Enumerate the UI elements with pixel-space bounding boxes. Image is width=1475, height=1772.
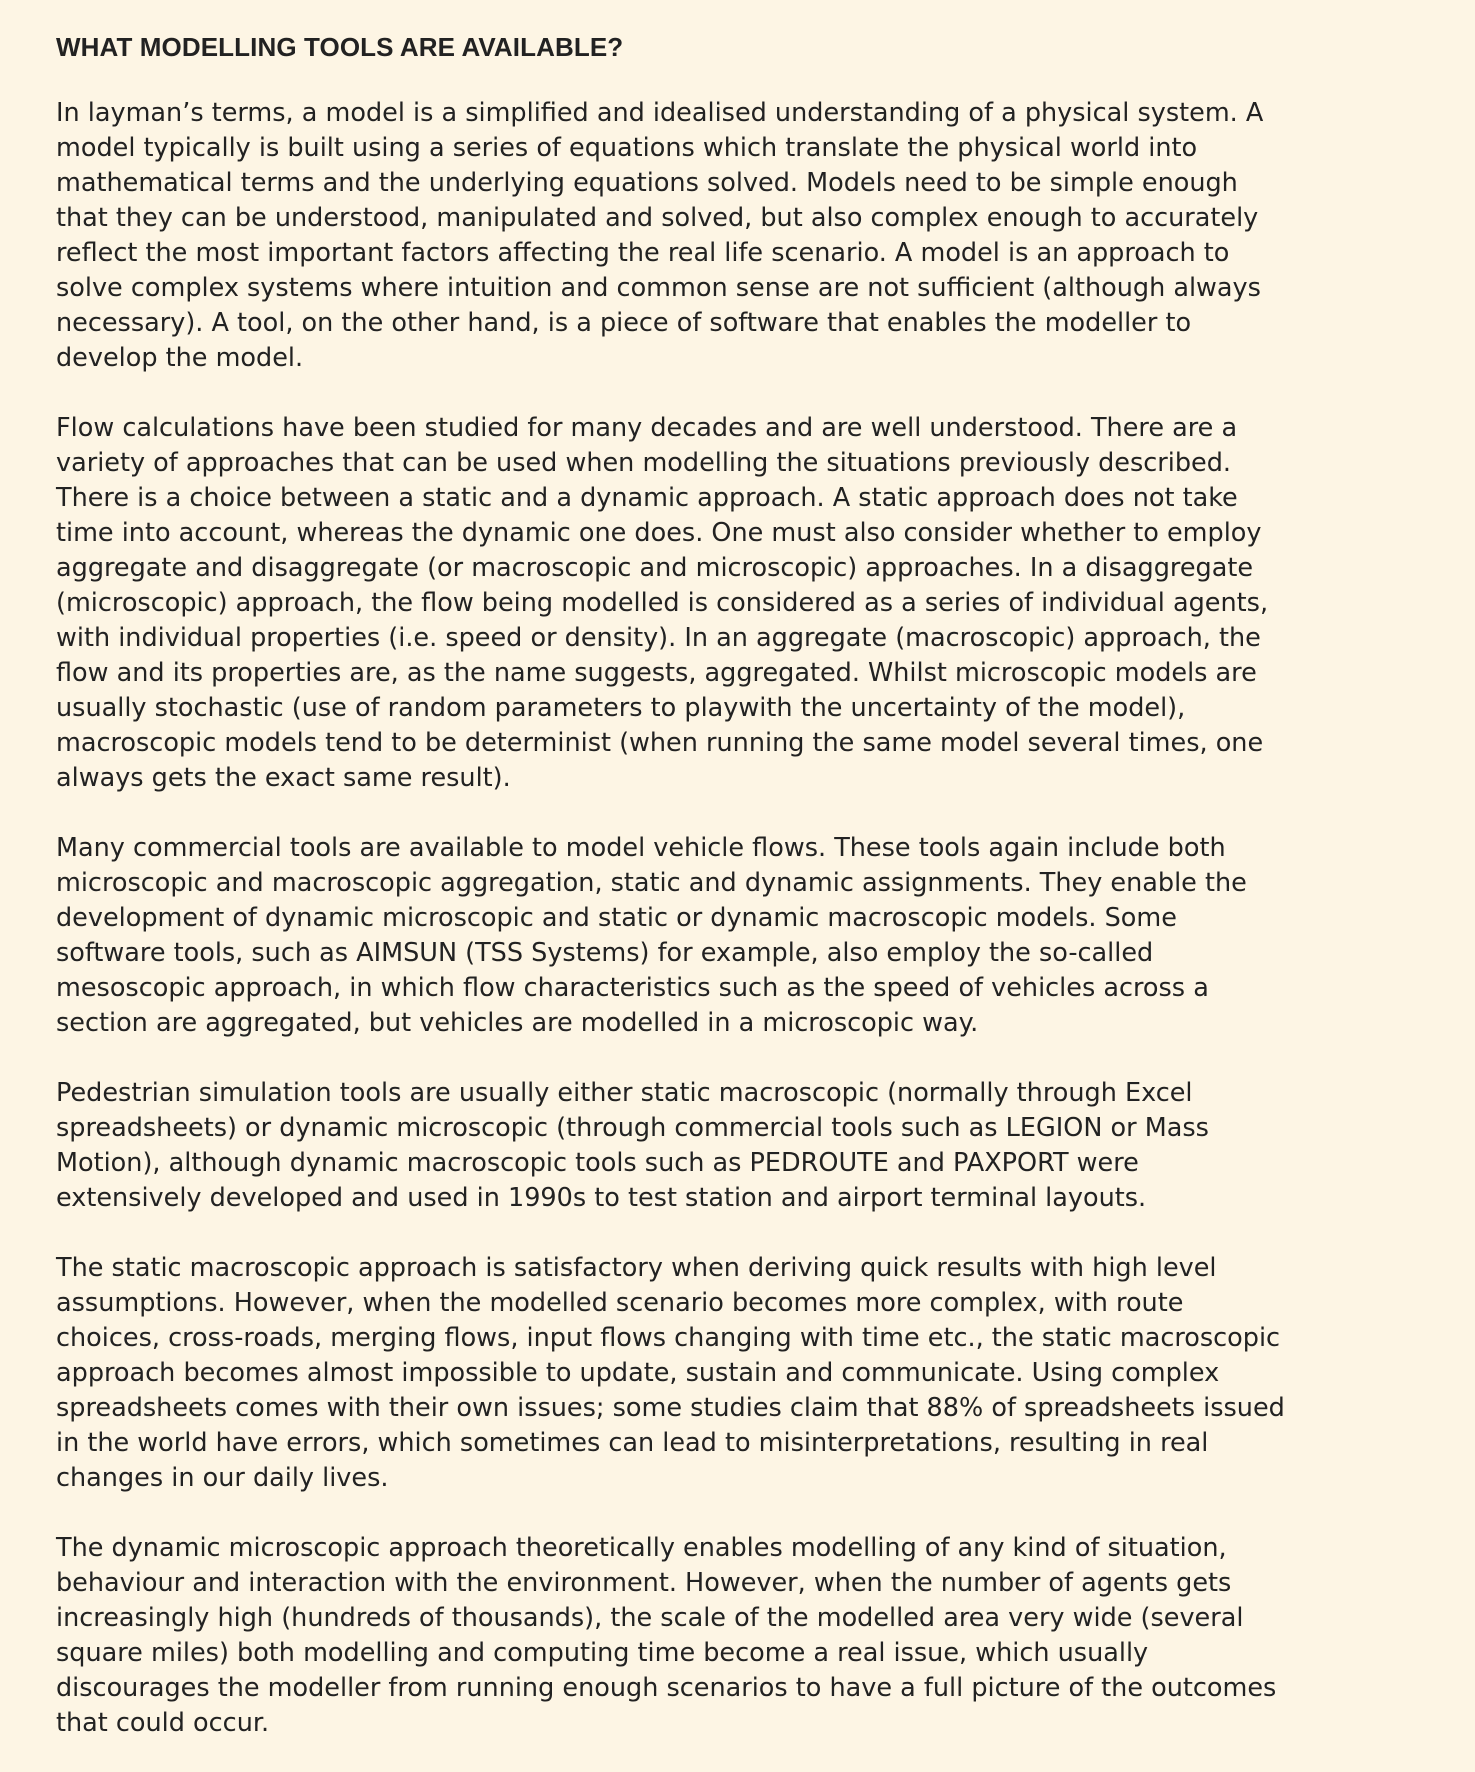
- text-line: spreadsheets comes with their own issues; some studies claim that 88% of spreadsheets issued: [56, 1393, 1285, 1423]
- text-line: flow and its properties are, as the name suggests, aggregated. Whilst microscopic models are: [56, 658, 1257, 688]
- text-line: (microscopic) approach, the flow being modelled is considered as a series of individual agents,: [56, 588, 1269, 618]
- text-line: Pedestrian simulation tools are usually either static macroscopic (normally through Excel: [56, 1078, 1193, 1108]
- text-line: usually stochastic (use of random parameters to playwith the uncertainty of the model),: [56, 693, 1186, 723]
- text-line: Many commercial tools are available to model vehicle flows. These tools again include both: [56, 833, 1226, 863]
- paragraph-2: [56, 411, 1435, 796]
- text-line: assumptions. However, when the modelled scenario becomes more complex, with route: [56, 1288, 1184, 1318]
- paragraph-6: [56, 1531, 1435, 1741]
- text-line: section are aggregated, but vehicles are modelled in a microscopic way.: [56, 1008, 979, 1038]
- text-line: aggregate and disaggregate (or macroscopic and microscopic) approaches. In a disaggregate: [56, 553, 1254, 583]
- text-line: development of dynamic microscopic and static or dynamic macroscopic models. Some: [56, 903, 1177, 933]
- text-line: with individual properties (i.e. speed or density). In an aggregate (macroscopic) approach, the: [56, 623, 1261, 653]
- text-line: macroscopic models tend to be determinist (when running the same model several times, one: [56, 728, 1264, 758]
- body-text: [56, 96, 1435, 1741]
- text-line: mathematical terms and the underlying equations solved. Models need to be simple enough: [56, 168, 1238, 198]
- text-line: spreadsheets) or dynamic microscopic (through commercial tools such as LEGION or Mass: [56, 1113, 1209, 1143]
- text-line: choices, cross-roads, merging flows, input flows changing with time etc., the static macroscopic: [56, 1323, 1281, 1353]
- page-title: WHAT MODELLING TOOLS ARE AVAILABLE?: [56, 32, 624, 62]
- text-line: increasingly high (hundreds of thousands), the scale of the modelled area very wide (several: [56, 1603, 1244, 1633]
- text-line: approach becomes almost impossible to update, sustain and communicate. Using complex: [56, 1358, 1220, 1388]
- text-line: model typically is built using a series of equations which translate the physical world into: [56, 133, 1198, 163]
- text-line: variety of approaches that can be used when modelling the situations previously described.: [56, 448, 1232, 478]
- text-line: In layman’s terms, a model is a simplified and idealised understanding of a physical system. A: [56, 98, 1264, 128]
- text-line: software tools, such as AIMSUN (TSS Systems) for example, also employ the so-called: [56, 938, 1154, 968]
- paragraph-4: [56, 1076, 1435, 1216]
- paragraph-1: [56, 96, 1435, 376]
- paragraph-3: [56, 831, 1435, 1041]
- text-line: Flow calculations have been studied for many decades and are well understood. There are a: [56, 413, 1238, 443]
- text-line: reflect the most important factors affecting the real life scenario. A model is an approach to: [56, 238, 1230, 268]
- text-line: Motion), although dynamic macroscopic tools such as PEDROUTE and PAXPORT were: [56, 1148, 1139, 1178]
- text-line: microscopic and macroscopic aggregation, static and dynamic assignments. They enable the: [56, 868, 1247, 898]
- text-line: develop the model.: [56, 343, 304, 373]
- text-line: always gets the exact same result).: [56, 763, 511, 793]
- text-line: in the world have errors, which sometimes can lead to misinterpretations, resulting in real: [56, 1428, 1209, 1458]
- text-line: The static macroscopic approach is satisfactory when deriving quick results with high level: [56, 1253, 1217, 1283]
- text-line: changes in our daily lives.: [56, 1463, 389, 1493]
- text-line: The dynamic microscopic approach theoretically enables modelling of any kind of situation,: [56, 1533, 1227, 1563]
- text-line: necessary). A tool, on the other hand, is a piece of software that enables the modeller to: [56, 308, 1192, 338]
- paragraph-5: [56, 1251, 1435, 1496]
- text-line: that could occur.: [56, 1708, 270, 1738]
- text-line: solve complex systems where intuition and common sense are not sufficient (although always: [56, 273, 1261, 303]
- text-line: discourages the modeller from running enough scenarios to have a full picture of the outcomes: [56, 1673, 1277, 1703]
- text-line: extensively developed and used in 1990s to test station and airport terminal layouts.: [56, 1183, 1147, 1213]
- text-line: square miles) both modelling and computing time become a real issue, which usually: [56, 1638, 1149, 1668]
- text-line: behaviour and interaction with the environment. However, when the number of agents gets: [56, 1568, 1232, 1598]
- text-line: mesoscopic approach, in which flow characteristics such as the speed of vehicles across a: [56, 973, 1209, 1003]
- text-line: There is a choice between a static and a dynamic approach. A static approach does not take: [56, 483, 1238, 513]
- text-line: time into account, whereas the dynamic one does. One must also consider whether to employ: [56, 518, 1262, 548]
- text-line: that they can be understood, manipulated and solved, but also complex enough to accurately: [56, 203, 1259, 233]
